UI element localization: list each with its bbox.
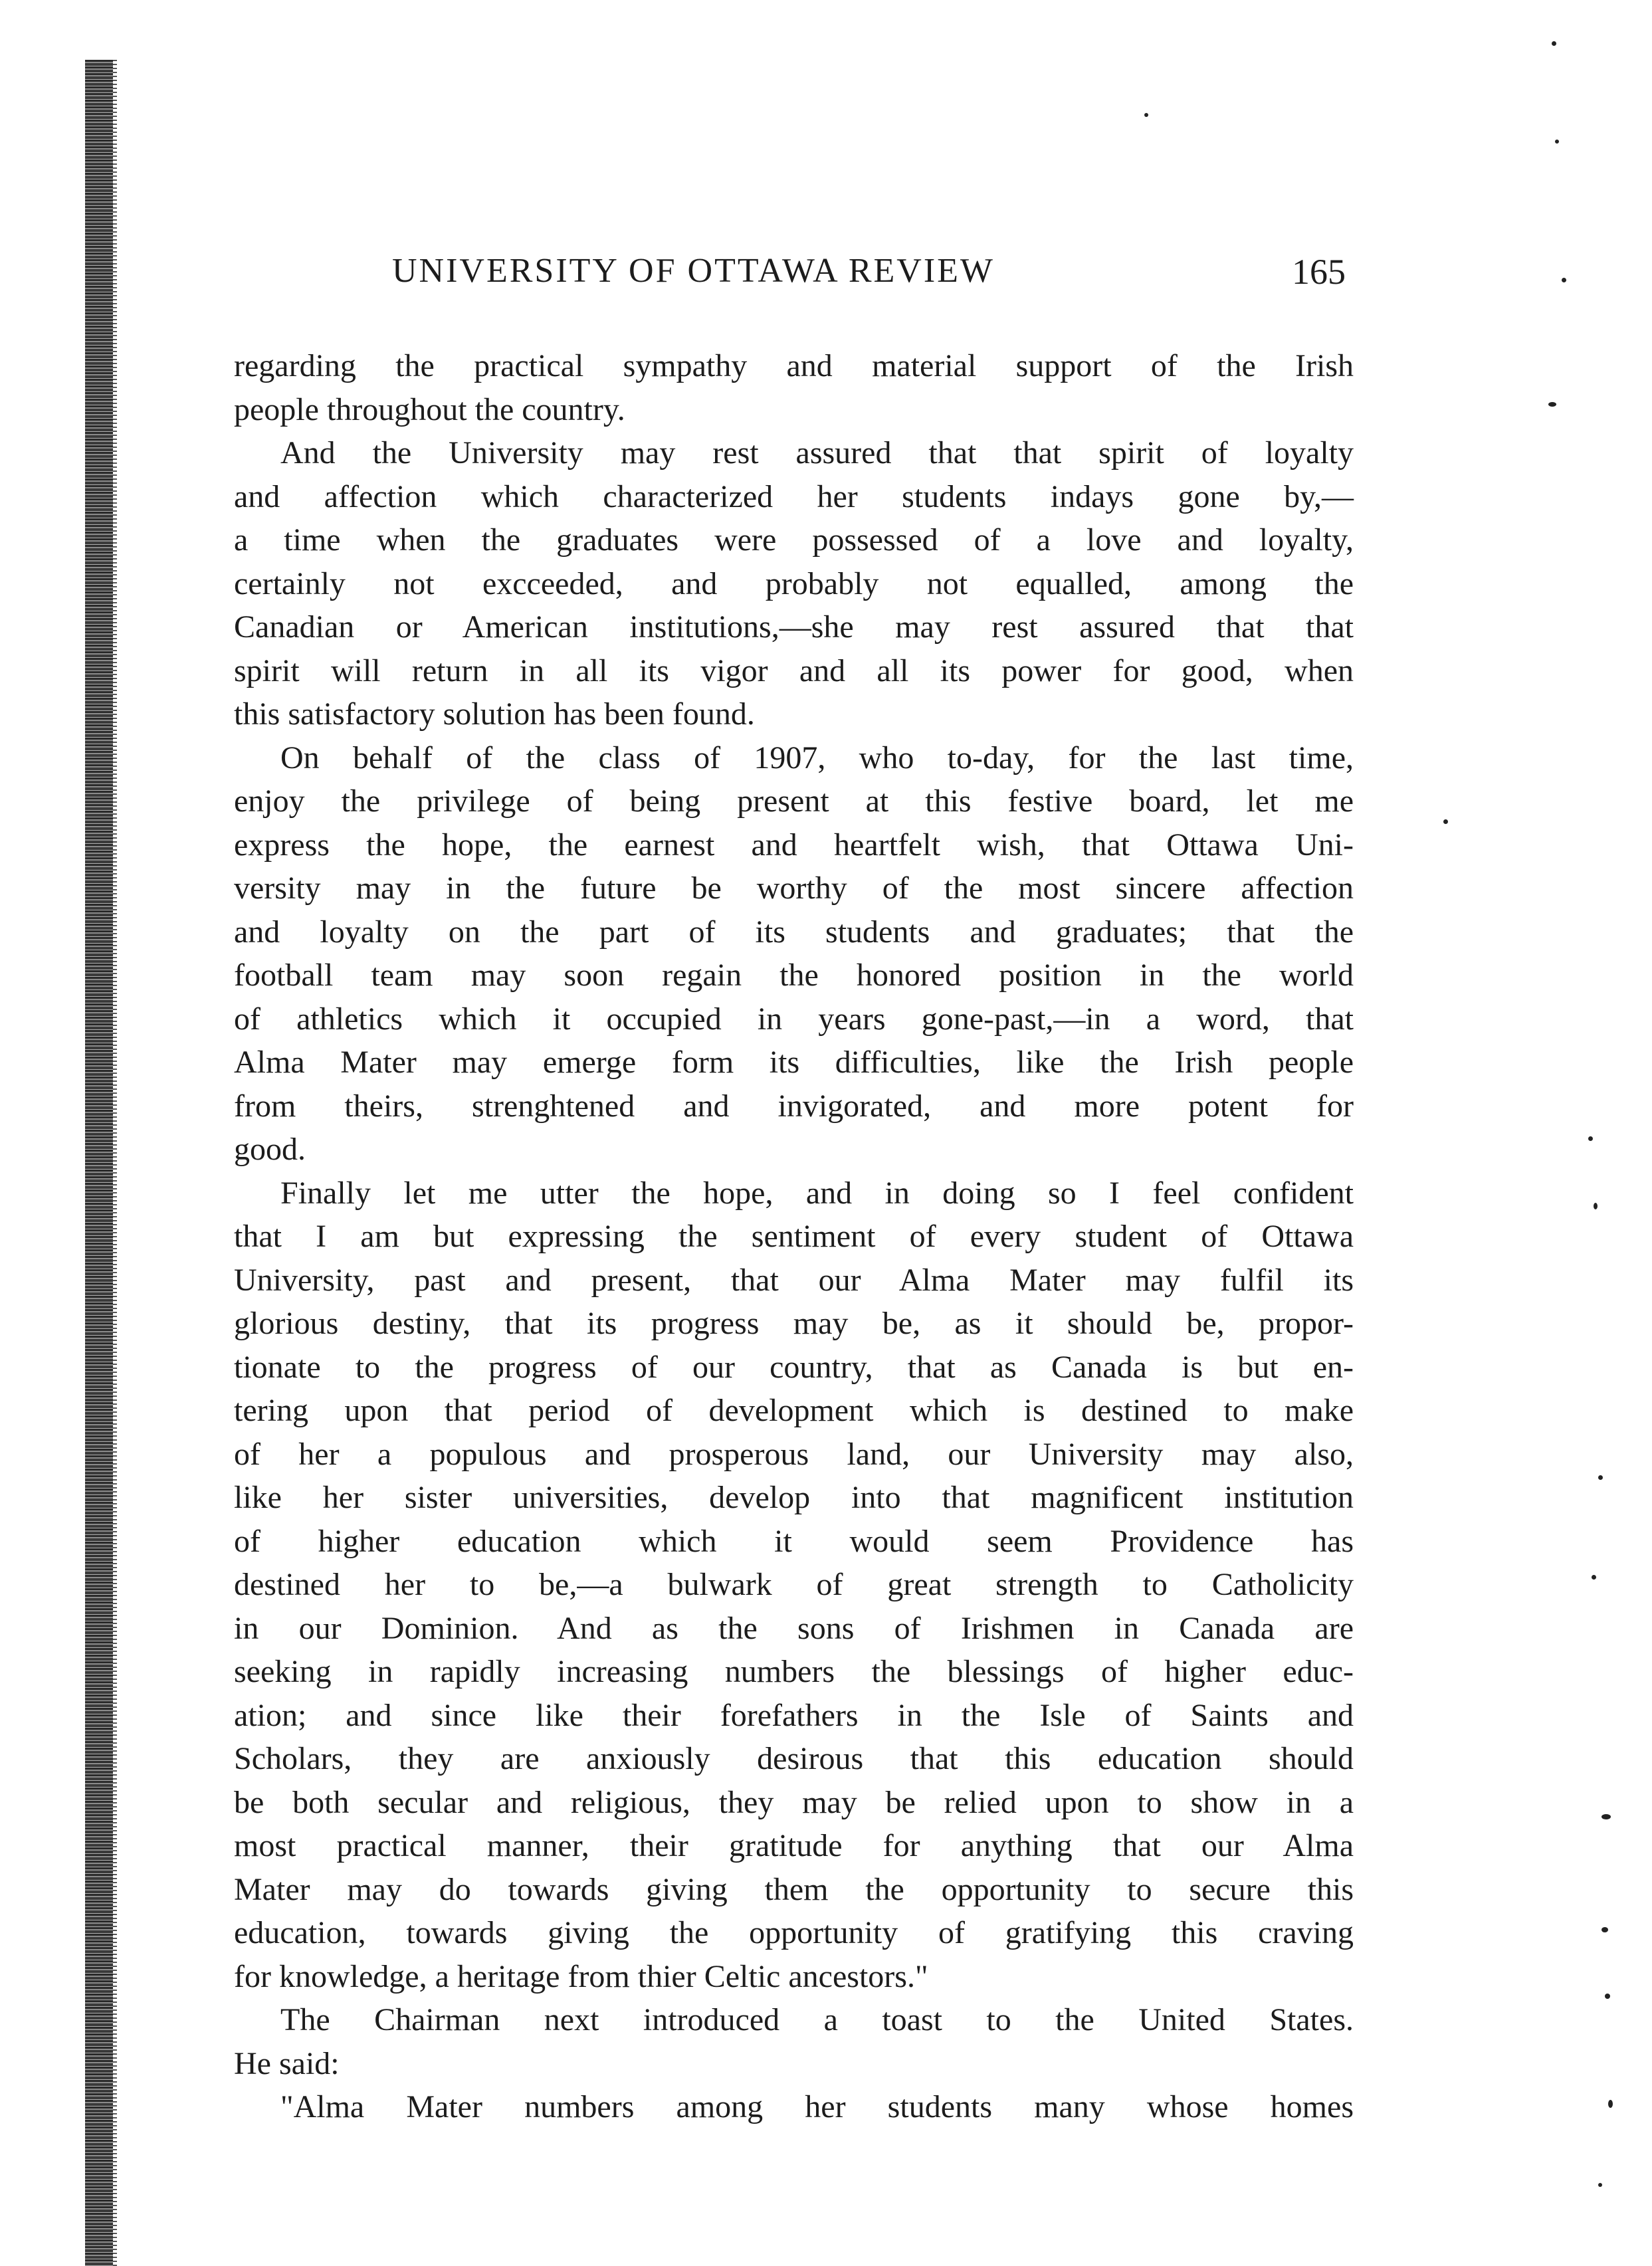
scan-speck <box>1598 1475 1603 1480</box>
scan-binding-edge <box>85 60 113 2266</box>
text-line: "Alma Mater numbers among her students many whose homes <box>280 2089 1354 2124</box>
text-line: Alma Mater may emerge form its difficulties, like the Irish people <box>234 1045 1354 1080</box>
text-line: people throughout the country. <box>234 391 625 427</box>
scan-speck <box>1144 113 1148 117</box>
text-line: good. <box>234 1132 306 1167</box>
scan-speck <box>1555 140 1559 144</box>
text-line: And the University may rest assured that that spirit of loyalty <box>280 435 1354 470</box>
text-line: education, towards giving the opportunity of gratifying this craving <box>234 1915 1354 1950</box>
text-line: and affection which characterized her students indays gone by,— <box>234 478 1354 514</box>
page-number: 165 <box>1292 252 1346 292</box>
text-line: He said: <box>234 2045 340 2081</box>
text-line: certainly not excceeded, and probably not equalled, among the <box>234 566 1354 601</box>
text-line: like her sister universities, develop into that magnificent institution <box>234 1480 1354 1515</box>
text-line: spirit will return in all its vigor and all its power for good, when <box>234 653 1354 688</box>
text-line: University, past and present, that our Alma Mater may fulfil its <box>234 1262 1354 1298</box>
text-line: tionate to the progress of our country, that as Canada is but en- <box>234 1349 1354 1385</box>
text-line: and loyalty on the part of its students and graduates; that the <box>234 914 1354 950</box>
text-line: Finally let me utter the hope, and in doing so I feel confident <box>280 1175 1354 1211</box>
text-line: a time when the graduates were possessed of a love and loyalty, <box>234 522 1354 558</box>
text-line: most practical manner, their gratitude for anything that our Alma <box>234 1828 1354 1863</box>
scan-speck <box>1588 1136 1593 1141</box>
scan-speck <box>1552 41 1556 46</box>
text-line: of higher education which it would seem Providence has <box>234 1523 1354 1559</box>
scan-speck <box>1598 2183 1602 2187</box>
running-title: UNIVERSITY OF OTTAWA REVIEW <box>392 252 995 290</box>
text-line: enjoy the privilege of being present at this festive board, let me <box>234 783 1354 819</box>
text-line: glorious destiny, that its progress may be, as it should be, propor- <box>234 1306 1354 1341</box>
body-text <box>234 344 1354 2129</box>
scan-speck <box>1592 1575 1596 1580</box>
scan-speck <box>1608 2100 1613 2108</box>
text-line: destined her to be,—a bulwark of great strength to Catholicity <box>234 1567 1354 1602</box>
text-line: Scholars, they are anxiously desirous that this education should <box>234 1741 1354 1776</box>
text-line: versity may in the future be worthy of the most sincere affection <box>234 871 1354 906</box>
text-line: be both secular and religious, they may be relied upon to show in a <box>234 1784 1354 1820</box>
text-line: tering upon that period of development which is destined to make <box>234 1393 1354 1428</box>
text-line: that I am but expressing the sentiment of every student of Ottawa <box>234 1219 1354 1254</box>
scan-speck <box>1605 1994 1610 1999</box>
scan-speck <box>1594 1203 1598 1209</box>
scan-speck <box>1601 1927 1608 1932</box>
page-header <box>236 251 1346 304</box>
text-line: seeking in rapidly increasing numbers the blessings of higher educ- <box>234 1654 1354 1689</box>
scan-speck <box>1443 819 1448 824</box>
text-line: On behalf of the class of 1907, who to-day, for the last time, <box>280 740 1354 775</box>
text-line: The Chairman next introduced a toast to the United States. <box>280 2002 1354 2037</box>
text-line: Mater may do towards giving them the opportunity to secure this <box>234 1871 1354 1907</box>
text-line: this satisfactory solution has been found. <box>234 696 755 732</box>
text-line: of her a populous and prosperous land, our University may also, <box>234 1436 1354 1472</box>
text-line: in our Dominion. And as the sons of Irishmen in Canada are <box>234 1610 1354 1646</box>
text-line: ation; and since like their forefathers in the Isle of Saints and <box>234 1697 1354 1733</box>
text-line: football team may soon regain the honored position in the world <box>234 958 1354 993</box>
text-line: regarding the practical sympathy and material support of the Irish <box>234 348 1354 383</box>
scan-speck <box>1562 278 1566 282</box>
text-line: Canadian or American institutions,—she may rest assured that that <box>234 609 1354 645</box>
scan-speck <box>1601 1814 1611 1819</box>
text-line: for knowledge, a heritage from thier Celtic ancestors." <box>234 1958 928 1994</box>
text-line: of athletics which it occupied in years gone-past,—in a word, that <box>234 1001 1354 1037</box>
scan-speck <box>1548 402 1556 407</box>
text-line: from theirs, strenghtened and invigorated, and more potent for <box>234 1088 1354 1124</box>
text-line: express the hope, the earnest and heartfelt wish, that Ottawa Uni- <box>234 827 1354 863</box>
